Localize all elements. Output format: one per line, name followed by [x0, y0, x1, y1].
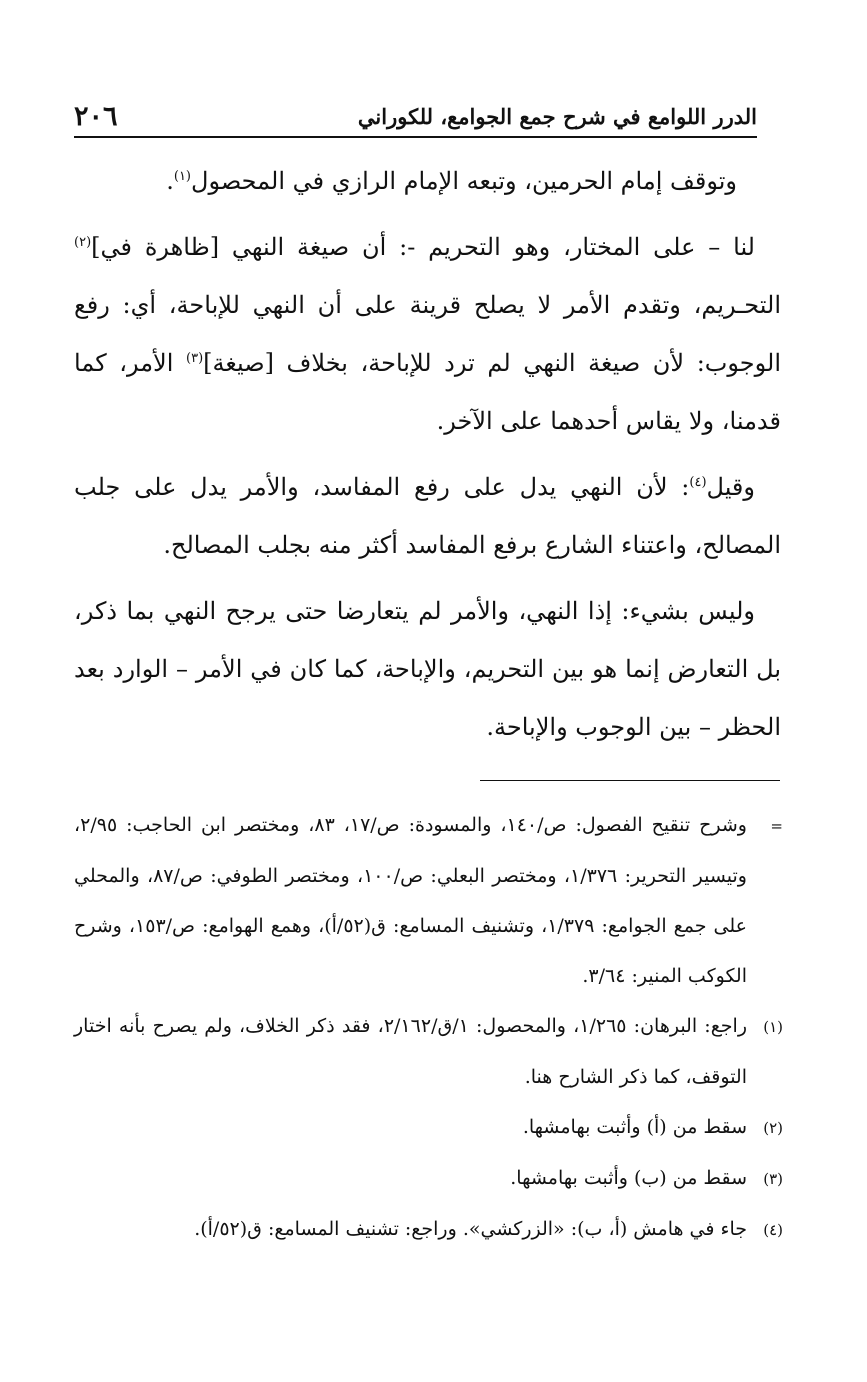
- footnote-3: [74, 1153, 783, 1204]
- footnote-3-text: سقط من (ب) وأثبت بهامشها.: [510, 1167, 747, 1189]
- footnote-ref-3[interactable]: (٣): [186, 351, 204, 366]
- paragraph-1-text: وتوقف إمام الحرمين، وتبعه الإمام الرازي في المحصول: [191, 167, 737, 195]
- footnote-4-text: جاء في هامش (أ، ب): «الزركشي». وراجع: تشنيف المسامع: ق(٥٢/أ).: [194, 1218, 747, 1240]
- footnote-4-marker: (٤): [763, 1221, 783, 1239]
- paragraph-3: [74, 458, 781, 574]
- footnote-2-marker: (٢): [763, 1119, 783, 1137]
- paragraph-3-part-a: وقيل: [706, 473, 755, 501]
- footnotes: [74, 800, 783, 1255]
- paragraph-4: وليس بشيء: إذا النهي، والأمر لم يتعارضا حتى يرجح النهي بما ذكر، بل التعارض إنما هو بين التحريم، والإباحة، كما كان في الأمر – الوارد بعد الحظر – بين الوجوب والإباحة.: [74, 597, 781, 741]
- paragraph-2: [74, 218, 781, 450]
- paragraph-3-part-b: : لأن النهي يدل على رفع المفاسد، والأمر يدل على جلب المصالح، واعتناء الشارع برفع المفاسد أكثر منه بجلب المصالح.: [74, 473, 781, 559]
- footnote-ref-1[interactable]: (١): [173, 169, 191, 184]
- paragraph-1: [74, 152, 781, 210]
- footnote-1-text: راجع: البرهان: ١/٢٦٥، والمحصول: ١/ق/٢/١٦٢، فقد ذكر الخلاف، ولم يصرح بأنه اختار التوقف، كما ذكر الشارح هنا.: [74, 1015, 747, 1088]
- footnote-3-marker: (٣): [763, 1170, 783, 1188]
- page-number: ٢٠٦: [74, 100, 118, 132]
- footnote-continuation: [74, 800, 783, 1001]
- footnote-2-text: سقط من (أ) وأثبت بهامشها.: [522, 1116, 747, 1138]
- footnote-4: [74, 1204, 783, 1255]
- main-text: [74, 152, 781, 764]
- paragraph-2-part-c: الأمر، كما قدمنا، ولا يقاس أحدهما على الآخر.: [74, 349, 781, 435]
- footnote-ref-2[interactable]: (٢): [74, 235, 92, 250]
- footnote-1: [74, 1001, 783, 1102]
- continuation-text: وشرح تنقيح الفصول: ص/١٤٠، والمسودة: ص/١٧، ٨٣، ومختصر ابن الحاجب: ٢/٩٥، وتيسير التحرير: ١/٣٧٦، ومختصر البعلي: ص/١٠٠، ومختصر الطوفي: ص/٨٧، والمحلي على جمع الجوامع: ١/٣٧٩، وتشنيف المسامع: ق(٥٢/أ)، وهمع الهوامع: ص/١٥٣، وشرح الكوكب المنير: ٣/٦٤.: [74, 814, 748, 987]
- paragraph-2-part-b: التحـريم، وتقدم الأمر لا يصلح قرينة على أن النهي للإباحة، أي: رفع الوجوب: لأن صيغة النهي لم ترد للإباحة، بخلاف [صيغة]: [74, 291, 782, 377]
- paragraph-1-tail: .: [166, 167, 174, 195]
- running-title: الدرر اللوامع في شرح جمع الجوامع، للكوراني: [357, 103, 757, 129]
- footnote-1-marker: (١): [763, 1018, 783, 1036]
- footnote-2: [74, 1102, 783, 1153]
- page-header: [74, 96, 757, 138]
- footnote-ref-4[interactable]: (٤): [689, 475, 707, 490]
- continuation-marker: =: [770, 817, 783, 835]
- footnote-separator: [480, 780, 780, 781]
- paragraph-2-part-a: لنا – على المختار، وهو التحريم -: أن صيغة النهي [ظاهرة في]: [91, 233, 755, 261]
